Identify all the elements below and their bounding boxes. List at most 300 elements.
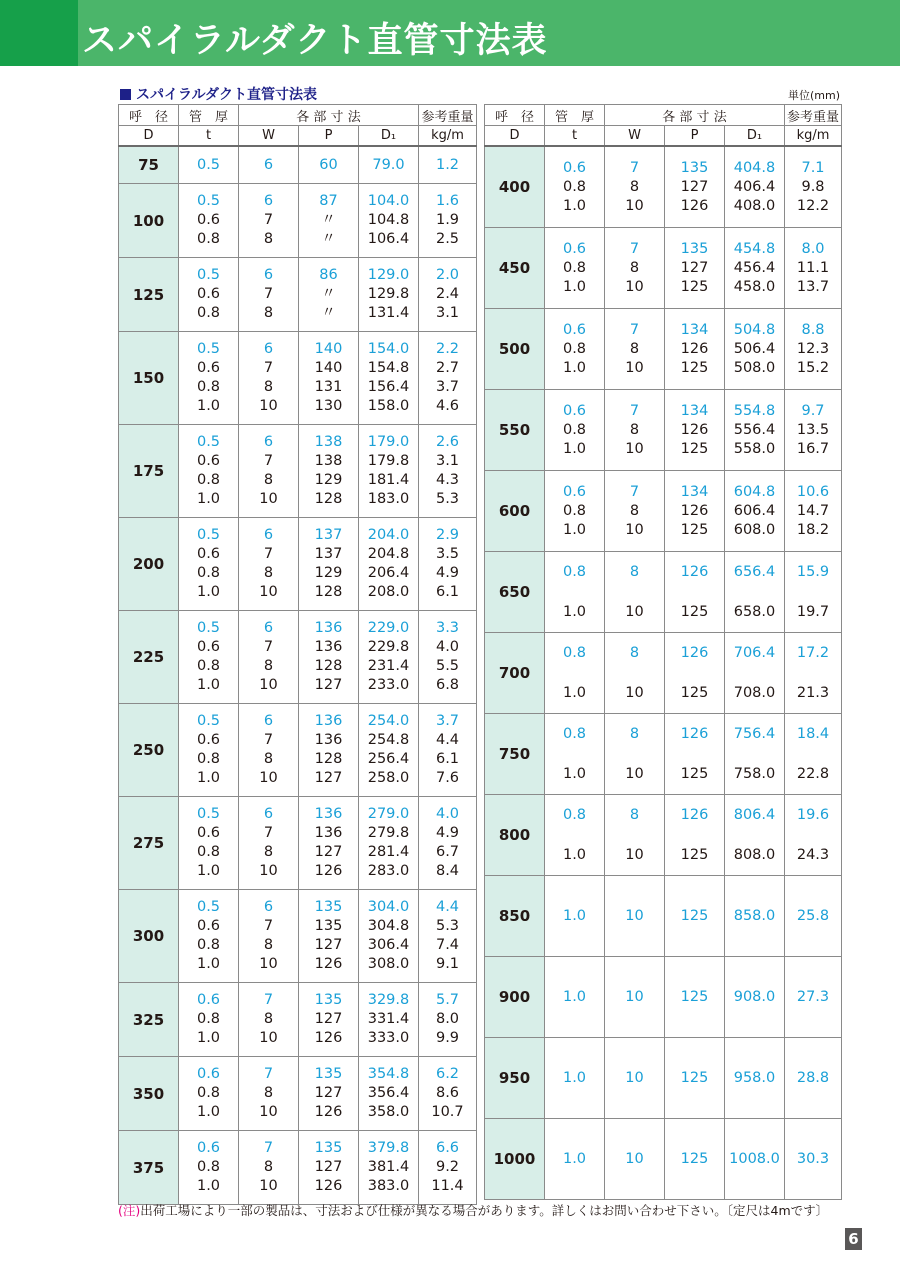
value-text: 0.5 [196,899,221,915]
value-stack [605,795,664,875]
value-stack [725,471,784,551]
value-text: 126 [680,806,709,823]
value-text: 231.4 [367,658,410,674]
value-text: 7.4 [435,937,460,953]
p-cell [665,957,725,1038]
value-stack [665,471,724,551]
value-text: 138 [314,434,343,450]
value-text: 808.0 [733,846,776,863]
value-text: 10 [259,956,278,972]
value-text: 127 [314,844,343,860]
value-text: 9.1 [435,956,460,972]
header-kgm: kg/m [419,126,477,147]
value-text: 0.8 [562,725,587,742]
value-text: 10.6 [796,483,830,500]
p-cell [299,146,359,184]
value-text: 0.6 [196,992,221,1008]
table-row [485,146,842,228]
value-text: 254.0 [367,713,410,729]
nominal-diameter-cell: 250 [119,704,179,797]
value-text: 127 [680,178,709,195]
p-cell [299,704,359,797]
value-text: 8 [263,937,274,953]
value-text: 125 [680,684,709,701]
value-text: 79.0 [372,156,405,173]
value-text: 8.0 [435,1011,460,1027]
table-row [485,471,842,552]
value-text: 6 [263,620,274,636]
value-text: 〃 [321,212,336,228]
value-text: 1.9 [435,212,460,228]
thickness-cell [179,332,239,425]
value-stack [545,147,604,227]
value-text: 0.8 [196,565,221,581]
value-text: 5.3 [435,918,460,934]
value-text: 1.0 [562,988,587,1005]
value-text: 3.3 [435,620,460,636]
value-stack [299,425,358,517]
value-stack [419,425,476,517]
value-stack [785,795,841,875]
value-text: 10 [259,398,278,414]
value-text: 1.0 [562,846,587,863]
value-text: 10 [625,278,644,295]
d1-cell [359,184,419,258]
value-text: 8 [263,658,274,674]
nominal-diameter-cell: 300 [119,890,179,983]
value-text: 9.7 [801,402,825,419]
value-text: 908.0 [733,988,776,1005]
weight-cell [419,518,477,611]
value-stack [725,795,784,875]
value-text: 125 [680,846,709,863]
value-text: 3.1 [435,453,460,469]
value-text: 4.9 [435,565,460,581]
w-cell [605,957,665,1038]
value-text: 129 [314,472,343,488]
value-text: 10 [625,603,644,620]
nominal-diameter-cell: 275 [119,797,179,890]
value-text: 7 [263,212,274,228]
weight-cell [419,332,477,425]
header-t: t [545,126,605,147]
value-text: 127 [314,1085,343,1101]
value-text: 504.8 [733,321,776,338]
weight-cell [419,704,477,797]
d1-cell [359,1057,419,1131]
value-stack [665,714,724,794]
value-text: 138 [314,453,343,469]
value-text: 10 [259,1178,278,1194]
p-cell [665,1119,725,1200]
value-text: 1.0 [196,1104,221,1120]
table-row [485,876,842,957]
value-text: 7 [629,402,640,419]
value-text: 1.0 [562,440,587,457]
value-text: 0.8 [196,1159,221,1175]
weight-cell [419,146,477,184]
p-cell [299,425,359,518]
nominal-diameter-cell: 450 [485,228,545,309]
value-text: 125 [680,603,709,620]
value-text: 333.0 [367,1030,410,1046]
value-text: 60 [319,156,338,173]
value-text: 136 [314,732,343,748]
value-text: 128 [314,584,343,600]
value-text: 0.8 [562,502,587,519]
table-row [119,332,477,425]
value-text: 154.8 [367,360,410,376]
d1-cell [725,146,785,228]
d1-cell [359,890,419,983]
nominal-diameter-cell: 175 [119,425,179,518]
value-stack [419,1131,476,1204]
value-text: 104.8 [367,212,410,228]
value-text: 6.1 [435,751,460,767]
value-text: 6 [263,806,274,822]
value-text: 8 [263,844,274,860]
nominal-diameter-cell: 550 [485,390,545,471]
value-stack [665,309,724,389]
value-text: 〃 [321,305,336,321]
value-text: 406.4 [733,178,776,195]
thickness-cell [545,633,605,714]
value-text: 4.0 [435,639,460,655]
p-cell [299,1057,359,1131]
value-text: 1.0 [562,197,587,214]
table-row [485,633,842,714]
value-text: 15.2 [796,359,830,376]
thickness-cell [545,876,605,957]
value-text: 10 [625,359,644,376]
value-text: 179.8 [367,453,410,469]
p-cell [299,890,359,983]
value-text: 1.0 [196,956,221,972]
value-text: 958.0 [733,1069,776,1086]
value-text: 558.0 [733,440,776,457]
table-row [485,228,842,309]
value-text: 30.3 [796,1150,830,1167]
value-stack [179,797,238,889]
value-text: 8 [263,1159,274,1175]
w-cell [605,1038,665,1119]
value-stack [605,714,664,794]
value-text: 1.0 [562,1069,587,1086]
value-text: 1.0 [562,278,587,295]
table-row [485,309,842,390]
nominal-diameter-cell: 225 [119,611,179,704]
w-cell [239,1131,299,1205]
d1-cell [725,795,785,876]
value-text: 8 [629,806,640,823]
value-text: 5.3 [435,491,460,507]
value-text: 608.0 [733,521,776,538]
value-stack [725,390,784,470]
value-text: 6 [263,527,274,543]
value-stack [605,1119,664,1199]
d1-cell [725,471,785,552]
value-text: 8 [629,644,640,661]
value-text: 1.0 [196,1030,221,1046]
value-text: 14.7 [796,502,830,519]
header-d: D [485,126,545,147]
value-stack [665,876,724,956]
value-text: 7 [629,159,640,176]
value-stack [545,1038,604,1118]
value-text: 125 [680,907,709,924]
value-text: 24.3 [796,846,830,863]
table-row [485,957,842,1038]
value-text: 258.0 [367,770,410,786]
value-stack [239,258,298,331]
value-stack [419,332,476,424]
value-text: 27.3 [796,988,830,1005]
value-stack [725,876,784,956]
value-text: 9.8 [801,178,825,195]
value-stack [239,704,298,796]
value-stack [785,228,841,308]
d1-cell [725,633,785,714]
value-stack [179,611,238,703]
value-text: 126 [680,340,709,357]
value-text: 708.0 [733,684,776,701]
header-w: W [605,126,665,147]
value-text: 10 [625,1150,644,1167]
value-text: 229.8 [367,639,410,655]
value-stack [545,309,604,389]
thickness-cell [545,1119,605,1200]
value-text: 4.3 [435,472,460,488]
value-text: 125 [680,1069,709,1086]
value-stack [299,983,358,1056]
value-text: 7 [263,286,274,302]
nominal-diameter-cell: 800 [485,795,545,876]
w-cell [605,1119,665,1200]
value-text: 7 [263,639,274,655]
value-text: 25.8 [796,907,830,924]
weight-cell [419,258,477,332]
value-stack [545,714,604,794]
p-cell [299,518,359,611]
thickness-cell [179,611,239,704]
value-text: 125 [680,1150,709,1167]
table-row [119,425,477,518]
value-text: 8.4 [435,863,460,879]
w-cell [605,795,665,876]
thickness-cell [545,795,605,876]
value-stack [545,228,604,308]
value-text: 283.0 [367,863,410,879]
value-stack [299,704,358,796]
table-row [485,390,842,471]
value-text: 354.8 [367,1066,410,1082]
value-stack [239,184,298,257]
value-text: 806.4 [733,806,776,823]
nominal-diameter-cell: 750 [485,714,545,795]
value-text: 1.0 [562,359,587,376]
value-stack [725,309,784,389]
value-text: 456.4 [733,259,776,276]
value-text: 12.2 [796,197,830,214]
value-text: 304.8 [367,918,410,934]
value-stack [665,1038,724,1118]
value-text: 1008.0 [729,1150,780,1167]
value-text: 10 [259,584,278,600]
value-stack [359,518,418,610]
weight-cell [785,471,842,552]
value-text: 126 [680,644,709,661]
value-stack [725,1038,784,1118]
thickness-cell [545,146,605,228]
value-text: 18.4 [796,725,830,742]
footnote [118,1201,828,1219]
value-text: 7 [263,1066,274,1082]
value-stack [665,147,724,227]
value-text: 0.5 [196,527,221,543]
value-text: 1.0 [196,398,221,414]
d1-cell [725,552,785,633]
value-text: 8 [629,563,640,580]
value-stack [359,258,418,331]
thickness-cell [545,1038,605,1119]
value-stack [785,471,841,551]
value-stack [419,258,476,331]
d1-cell [725,876,785,957]
value-text: 8 [629,259,640,276]
d1-cell [725,1119,785,1200]
value-text: 2.9 [435,527,460,543]
value-stack [179,425,238,517]
value-text: 86 [319,267,338,283]
value-text: 0.5 [196,193,221,209]
value-text: 1.0 [562,1150,587,1167]
value-text: 0.8 [196,1011,221,1027]
value-text: 0.6 [196,453,221,469]
d1-cell [725,309,785,390]
nominal-diameter-cell: 600 [485,471,545,552]
value-text: 129.0 [367,267,410,283]
value-text: 6 [263,267,274,283]
value-stack [665,633,724,713]
w-cell [239,332,299,425]
w-cell [605,146,665,228]
value-text: 8 [629,340,640,357]
value-stack [359,1057,418,1130]
value-stack [665,552,724,632]
value-text: 0.6 [196,1066,221,1082]
value-stack [239,983,298,1056]
value-text: 0.8 [562,806,587,823]
thickness-cell [179,258,239,332]
value-text: 129 [314,565,343,581]
value-text: 381.4 [367,1159,410,1175]
thickness-cell [179,1131,239,1205]
weight-cell [419,797,477,890]
value-text: 10 [259,491,278,507]
value-text: 4.6 [435,398,460,414]
value-stack [299,332,358,424]
value-text: 126 [314,1178,343,1194]
value-text: 0.8 [196,305,221,321]
weight-cell [785,390,842,471]
value-text: 8 [263,305,274,321]
value-text: 16.7 [796,440,830,457]
value-text: 656.4 [733,563,776,580]
value-text: 8 [629,421,640,438]
d1-cell [725,714,785,795]
value-text: 125 [680,988,709,1005]
value-stack [239,425,298,517]
value-text: 28.8 [796,1069,830,1086]
value-text: 2.5 [435,231,460,247]
value-text: 279.0 [367,806,410,822]
value-text: 18.2 [796,521,830,538]
value-text: 1.0 [562,521,587,538]
d1-cell [725,390,785,471]
value-text: 6 [263,713,274,729]
nominal-diameter-cell: 950 [485,1038,545,1119]
value-text: 126 [680,502,709,519]
value-text: 127 [314,770,343,786]
value-stack [299,147,358,183]
value-text: 10.7 [431,1104,464,1120]
value-stack [665,957,724,1037]
value-text: 379.8 [367,1140,410,1156]
value-text: 136 [314,713,343,729]
value-text: 0.8 [562,259,587,276]
value-text: 7.6 [435,770,460,786]
value-text: 137 [314,527,343,543]
value-stack [179,147,238,183]
value-text: 6.7 [435,844,460,860]
w-cell [605,309,665,390]
thickness-cell [545,228,605,309]
value-text: 10 [625,440,644,457]
value-text: 8.0 [801,240,825,257]
nominal-diameter-cell: 325 [119,983,179,1057]
value-text: 8.6 [435,1085,460,1101]
value-text: 7 [263,453,274,469]
value-text: 204.8 [367,546,410,562]
value-stack [239,332,298,424]
value-text: 4.4 [435,899,460,915]
value-text: 5.7 [435,992,460,1008]
table-row [485,1038,842,1119]
value-stack [299,518,358,610]
value-text: 0.6 [196,918,221,934]
value-text: 131.4 [367,305,410,321]
value-text: 126 [314,956,343,972]
table-row [119,704,477,797]
value-text: 127 [314,677,343,693]
value-stack [359,1131,418,1204]
value-text: 2.7 [435,360,460,376]
value-stack [419,797,476,889]
value-text: 756.4 [733,725,776,742]
w-cell [239,797,299,890]
value-text: 0.6 [562,159,587,176]
value-text: 0.6 [196,546,221,562]
value-stack [785,714,841,794]
table-row [485,795,842,876]
header-dimensions: 各 部 寸 法 [239,105,419,126]
value-text: 606.4 [733,502,776,519]
weight-cell [419,1057,477,1131]
value-stack [725,957,784,1037]
value-text: 0.8 [196,844,221,860]
value-stack [179,890,238,982]
value-text: 125 [680,278,709,295]
